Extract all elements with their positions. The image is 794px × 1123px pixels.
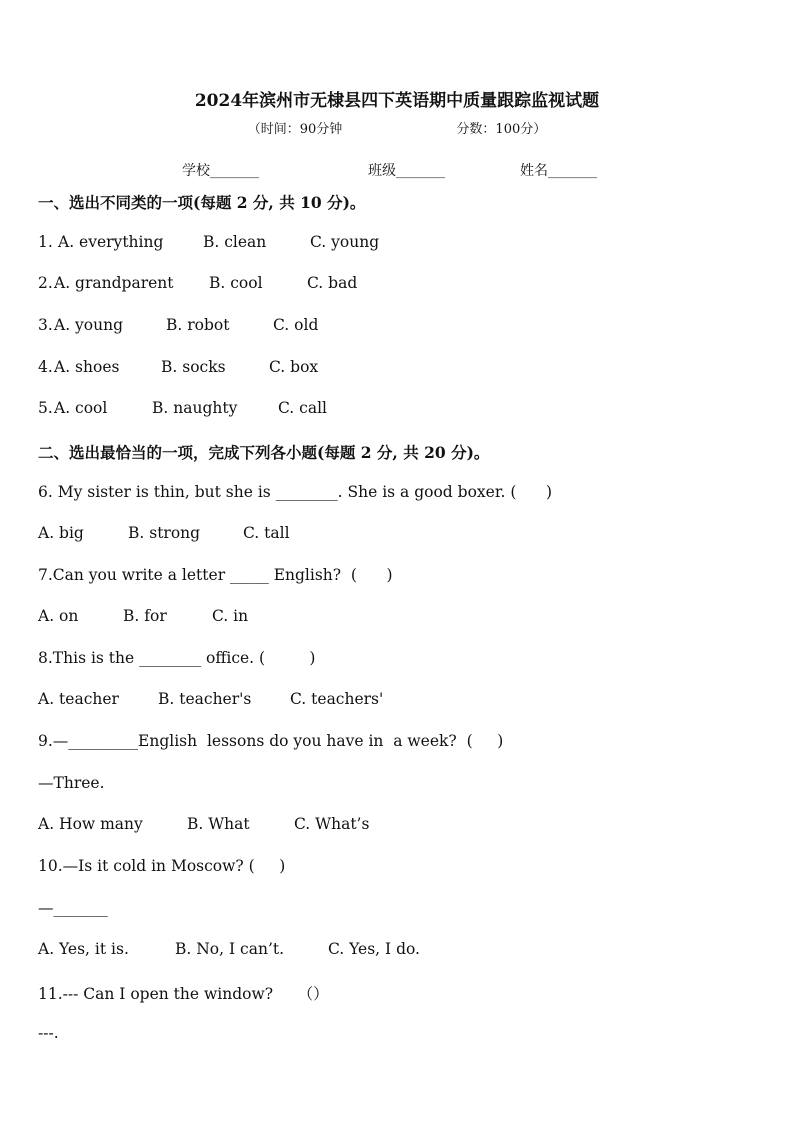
option-b: B. strong [128, 524, 201, 542]
option-c: C. What’s [294, 815, 370, 833]
option-b: B. No, I can’t. [175, 940, 285, 958]
question-8-stem: 8.This is the ________ office. ( ) [38, 649, 316, 667]
question-10-options [38, 940, 420, 958]
question-1 [38, 233, 379, 251]
question-10-reply: —_______ [38, 899, 108, 917]
option-c: C. in [212, 607, 249, 625]
question-4 [38, 358, 318, 376]
section1-heading: 一、选出不同类的一项(每题 2 分, 共 10 分)。 [38, 193, 366, 212]
section2-heading: 二、选出最恰当的一项，完成下列各小题(每题 2 分, 共 20 分)。 [38, 443, 490, 462]
question-7-stem: 7.Can you write a letter _____ English? ( ) [38, 566, 393, 584]
question-number: 2. [38, 274, 53, 292]
question-number: 3. [38, 316, 53, 334]
option-b: B. socks [161, 358, 226, 376]
option-b: B. What [187, 815, 250, 833]
option-c: C. call [278, 399, 327, 417]
question-9-reply: —Three. [38, 774, 105, 792]
option-a: A. Yes, it is. [38, 940, 129, 958]
option-a: A. grandparent [54, 274, 174, 292]
question-number: 5. [38, 399, 53, 417]
exam-title: 2024年滨州市无棣县四下英语期中质量跟踪监视试题 [194, 91, 600, 111]
exam-time: （时间：90分钟 [247, 122, 343, 137]
option-a: A. young [54, 316, 124, 334]
school-field: 学校_______ [182, 163, 259, 179]
option-a: A. cool [54, 399, 108, 417]
option-b: B. naughty [152, 399, 238, 417]
option-b: B. teacher's [158, 690, 252, 708]
question-10-stem: 10.—Is it cold in Moscow? ( ) [38, 857, 286, 875]
question-3 [38, 316, 318, 334]
question-6-options [38, 524, 290, 542]
option-b: B. clean [203, 233, 267, 251]
option-c: C. teachers' [290, 690, 384, 708]
option-c: C. old [273, 316, 319, 334]
question-11-stem: 11.--- Can I open the window? （） [38, 985, 329, 1003]
option-b: B. robot [166, 316, 230, 334]
question-7-options [38, 607, 248, 625]
option-c: C. young [310, 233, 380, 251]
option-a: A. teacher [38, 690, 119, 708]
option-a: A. everything [58, 233, 164, 251]
name-field: 姓名_______ [520, 163, 597, 179]
question-number: 4. [38, 358, 53, 376]
class-field: 班级_______ [368, 163, 445, 179]
option-c: C. tall [243, 524, 290, 542]
option-a: A. shoes [54, 358, 120, 376]
question-9-options [38, 815, 369, 833]
option-c: C. Yes, I do. [328, 940, 420, 958]
question-8-options [38, 690, 383, 708]
option-a: A. big [38, 524, 84, 542]
question-6-stem: 6. My sister is thin, but she is ________. She is a good boxer. ( ) [38, 483, 553, 501]
exam-score: 分数：100分） [456, 122, 547, 137]
option-c: C. box [269, 358, 319, 376]
question-5 [38, 399, 327, 417]
option-b: B. cool [209, 274, 263, 292]
question-11-reply: ---. [38, 1024, 59, 1042]
option-a: A. How many [38, 815, 143, 833]
option-b: B. for [123, 607, 167, 625]
question-number: 1. [38, 233, 58, 251]
question-9-stem: 9.—_________English lessons do you have in a week? ( ) [38, 732, 504, 750]
exam-info [0, 118, 794, 137]
option-c: C. bad [307, 274, 358, 292]
option-a: A. on [38, 607, 79, 625]
question-2 [38, 274, 357, 292]
